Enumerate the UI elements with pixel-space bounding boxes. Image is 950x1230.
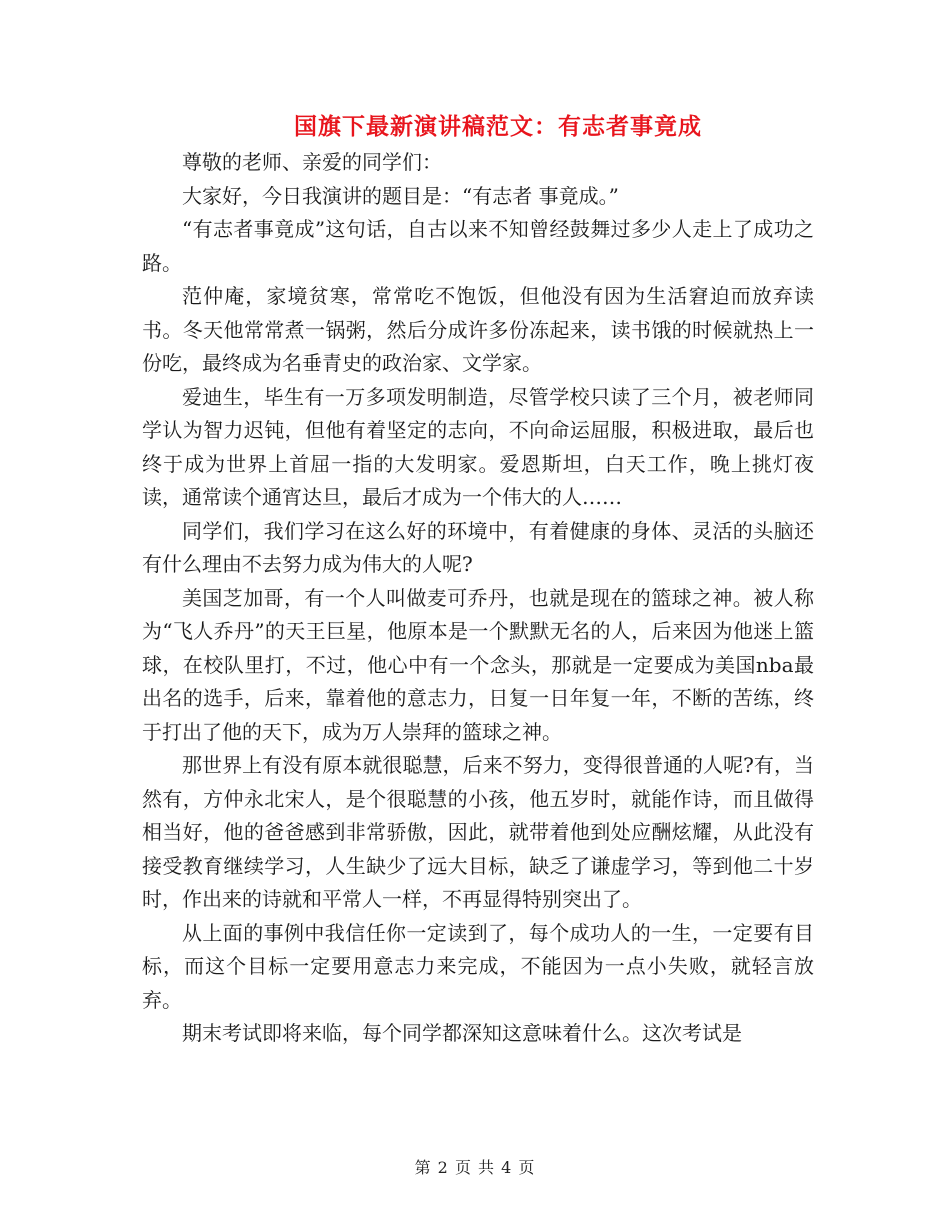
document-title: 国旗下最新演讲稿范文：有志者事竟成 [294,113,702,140]
paragraph: 那世界上有没有原本就很聪慧，后来不努力，变得很普通的人呢?有，当然有，方仲永北宋人，是个很聪慧的小孩，他五岁时，就能作诗，而且做得相当好，他的爸爸感到非常骄傲，因此，就带着他到处应酬炫耀，从此没有接受教育继续学习，人生缺少了远大目标，缺乏了谦虚学习，等到他二十岁时，作出来的诗就和平常人一样，不再显得特别突出了。 [142,753,814,911]
page-number: 第 2 页 共 4 页 [414,1158,536,1177]
document-body [142,146,814,1051]
paragraph: 爱迪生，毕生有一万多项发明制造，尽管学校只读了三个月，被老师同学认为智力迟钝，但他有着坚定的志向，不向命运屈服，积极进取，最后也终于成为世界上首屈一指的大发明家。爱恩斯坦，白天工作，晚上挑灯夜读，通常读个通宵达旦，最后才成为一个伟大的人…… [142,384,814,509]
paragraph: “有志者事竟成”这句话，自古以来不知曾经鼓舞过多少人走上了成功之路。 [142,217,814,275]
paragraph: 期末考试即将来临，每个同学都深知这意味着什么。这次考试是 [182,1021,742,1045]
paragraph: 大家好，今日我演讲的题目是：“有志者 事竟成。” [182,183,619,208]
paragraph: 范仲庵，家境贫寒，常常吃不饱饭，但他没有因为生活窘迫而放弃读书。冬天他常常煮一锅粥，然后分成许多份冻起来，读书饿的时候就热上一份吃，最终成为名垂青史的政治家、文学家。 [142,284,814,375]
paragraph: 美国芝加哥，有一个人叫做麦可乔丹，也就是现在的篮球之神。被人称为“飞人乔丹”的天王巨星，他原本是一个默默无名的人，后来因为他迷上篮球，在校队里打，不过，他心中有一个念头，那就是一定要成为美国nba最出名的选手，后来，靠着他的意志力，日复一日年复一年，不断的苦练，终于打出了他的天下，成为万人崇拜的篮球之神。 [142,585,814,744]
paragraph: 尊敬的老师、亲爱的同学们： [182,150,442,174]
paragraph: 从上面的事例中我信任你一定读到了，每个成功人的一生，一定要有目标，而这个目标一定要用意志力来完成，不能因为一点小失败，就轻言放弃。 [142,920,814,1012]
paragraph: 同学们，我们学习在这么好的环境中，有着健康的身体、灵活的头脑还有什么理由不去努力成为伟大的人呢? [142,518,814,576]
